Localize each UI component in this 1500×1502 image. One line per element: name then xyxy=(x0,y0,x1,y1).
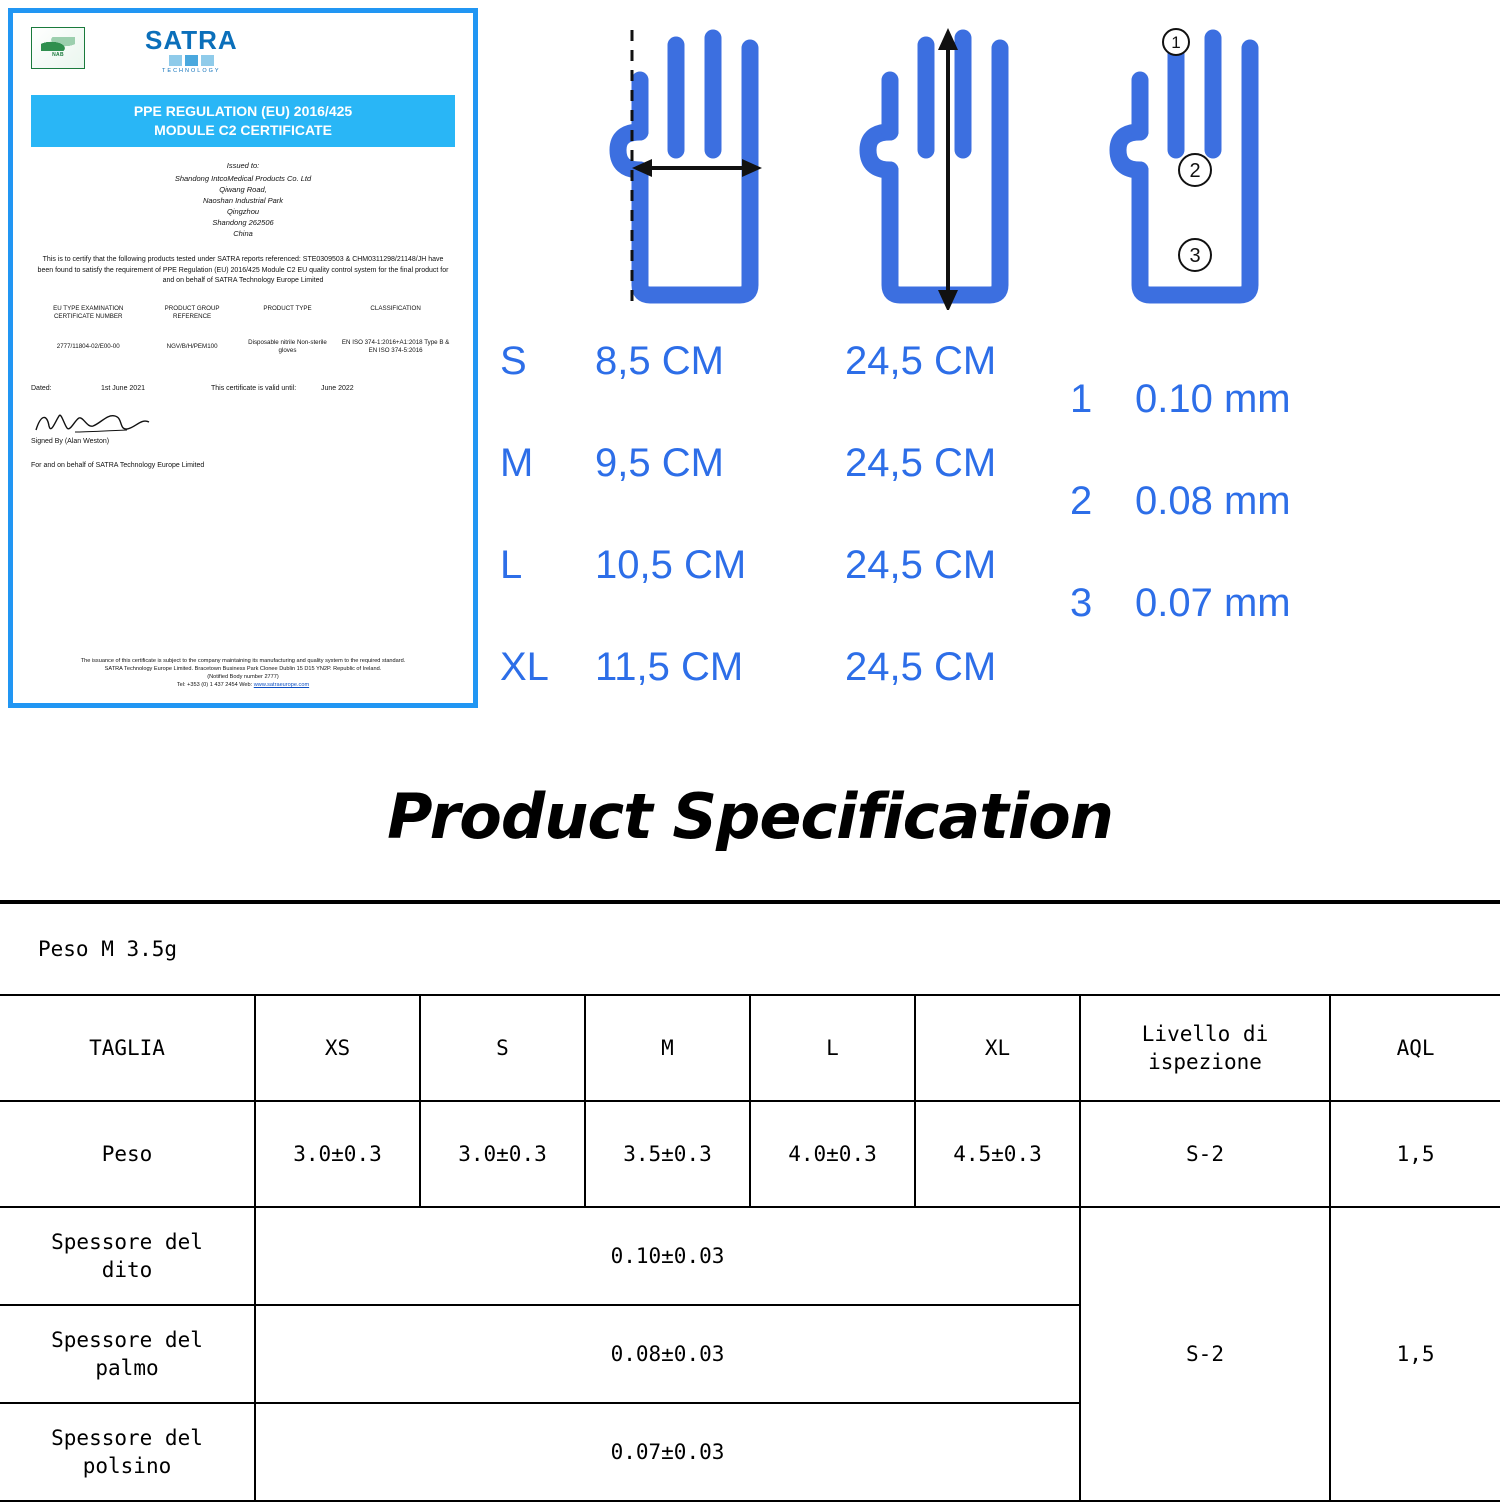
signature-icon xyxy=(31,410,181,436)
satra-logo-text: SATRA xyxy=(145,25,238,55)
size-length: 24,5 CM xyxy=(845,542,997,587)
spec-weight-inspection: S-2 xyxy=(1080,1101,1330,1207)
spec-row-label-peso: Peso xyxy=(0,1101,255,1207)
thickness-table xyxy=(1070,348,1291,654)
certificate-product-table xyxy=(31,302,455,363)
spec-thickness-inspection: S-2 xyxy=(1080,1207,1330,1501)
thickness-row xyxy=(1070,552,1291,654)
thickness-index: 3 xyxy=(1070,580,1093,625)
thickness-row xyxy=(1070,348,1291,450)
size-table xyxy=(500,310,1040,718)
spec-header-aql: AQL xyxy=(1330,995,1500,1101)
spec-weight-l: 4.0±0.3 xyxy=(750,1101,915,1207)
address-line: Qingzhou xyxy=(226,206,260,216)
signed-by-text: Signed By (Alan Weston) xyxy=(31,437,110,445)
size-width: 9,5 CM xyxy=(595,440,724,485)
size-row xyxy=(500,514,1040,616)
certificate-footer xyxy=(31,657,455,689)
spec-header-xs: XS xyxy=(255,995,420,1101)
spec-row-label-palm xyxy=(0,1305,255,1403)
certificate-logos xyxy=(31,27,455,85)
spec-header-l: L xyxy=(750,995,915,1101)
spec-header-xl: XL xyxy=(915,995,1080,1101)
spec-weight-row xyxy=(0,1101,1500,1207)
size-label: XL xyxy=(500,644,549,689)
spec-finger-thickness-value: 0.10±0.03 xyxy=(255,1207,1080,1305)
footer-contact xyxy=(31,681,455,689)
address-line: Shandong IntcoMedical Products Co. Ltd xyxy=(174,174,312,184)
certificate-statement: This is to certify that the following products tested under SATRA reports referenced: STE0309503 & CHM0311298/21148/JH have been found to satisfy the requirement of PPE Regulation (EU) 2016/425 Module C2 EU quality control system for the final product for and on behalf of SATRA Technology Europe Limited xyxy=(37,256,449,284)
cert-td-group-ref: NGV/B/H/PEM100 xyxy=(166,342,218,350)
thickness-index: 1 xyxy=(1070,376,1093,421)
certificate-banner xyxy=(31,95,455,147)
thickness-value: 0.08 mm xyxy=(1135,478,1291,523)
spec-weight-aql: 1,5 xyxy=(1330,1101,1500,1207)
address-line: Qiwang Road, xyxy=(219,185,267,195)
spec-weight-xs: 3.0±0.3 xyxy=(255,1101,420,1207)
satra-logo-icon xyxy=(145,27,238,75)
certificate-banner-line1: PPE REGULATION (EU) 2016/425 xyxy=(133,103,353,119)
nab-logo-text: NAB xyxy=(52,52,64,59)
size-label: S xyxy=(500,338,527,383)
satra-logo-subtitle: TECHNOLOGY xyxy=(162,68,221,74)
footer-tel: Tel: +353 (0) 1 437 2454 Web: xyxy=(176,681,254,688)
cert-th-exam-number: EU TYPE EXAMINATION CERTIFICATE NUMBER xyxy=(53,304,124,320)
spec-weight-s: 3.0±0.3 xyxy=(420,1101,585,1207)
valid-until-label: This certificate is valid until: xyxy=(211,385,297,393)
thickness-value: 0.07 mm xyxy=(1135,580,1291,625)
spec-palm-thickness-value: 0.08±0.03 xyxy=(255,1305,1080,1403)
size-length: 24,5 CM xyxy=(845,440,997,485)
spec-thickness-aql: 1,5 xyxy=(1330,1207,1500,1501)
cert-td-classification: EN ISO 374-1:2016+A1:2018 Type B & EN ISO 374-5:2016 xyxy=(341,338,450,355)
cert-th-classification: CLASSIFICATION xyxy=(370,304,421,312)
certificate-banner-line2: MODULE C2 CERTIFICATE xyxy=(154,121,332,138)
size-label: L xyxy=(500,542,523,587)
issued-to-address xyxy=(31,174,455,239)
spec-header-taglia: TAGLIA xyxy=(0,995,255,1101)
svg-text:2: 2 xyxy=(1189,160,1201,182)
finger-label-line2: dito xyxy=(101,1258,153,1282)
nab-logo-icon xyxy=(31,27,85,69)
footer-line-2: SATRA Technology Europe Limited. Bracetown Business Park Clonee Dublin 15 D15 YN2P. Republic of Ireland. xyxy=(104,665,382,672)
svg-text:1: 1 xyxy=(1171,33,1181,52)
page-title: Product Specification xyxy=(387,780,1113,853)
dated-value: 1st June 2021 xyxy=(101,385,145,393)
cuff-label-line1: Spessore del xyxy=(51,1425,203,1450)
dated-label: Dated: xyxy=(31,385,52,393)
satra-bars-icon xyxy=(145,55,238,66)
thickness-value: 0.10 mm xyxy=(1135,376,1291,421)
svg-text:3: 3 xyxy=(1189,245,1201,267)
satra-website-link[interactable]: www.satraeurope.com xyxy=(253,681,310,688)
size-length: 24,5 CM xyxy=(845,338,997,383)
palm-label-line2: palmo xyxy=(95,1356,159,1380)
certificate-dates xyxy=(31,385,455,394)
ppe-certificate xyxy=(8,8,478,708)
cert-td-exam-number: 2777/11804-02/E00-00 xyxy=(56,342,120,350)
on-behalf-text: For and on behalf of SATRA Technology Europe Limited xyxy=(31,461,205,469)
spec-note-row xyxy=(0,902,1500,995)
specification-table xyxy=(0,900,1500,1502)
spec-row-label-finger xyxy=(0,1207,255,1305)
palm-label-line1: Spessore del xyxy=(51,1327,203,1352)
cuff-label-line2: polsino xyxy=(82,1454,172,1478)
valid-until-value: June 2022 xyxy=(321,385,354,393)
footer-line-1: The issuance of this certificate is subject to the company maintaining its manufacturing and quality system to the required standard. xyxy=(80,657,406,664)
certificate-table-row xyxy=(31,331,455,363)
footer-line-3: (Notified Body number 2777) xyxy=(207,673,279,680)
spec-header-inspection-level xyxy=(1080,995,1330,1101)
size-width: 8,5 CM xyxy=(595,338,724,383)
size-width: 11,5 CM xyxy=(595,644,744,689)
glove-width-diagram xyxy=(580,20,810,310)
size-row xyxy=(500,310,1040,412)
spec-weight-xl: 4.5±0.3 xyxy=(915,1101,1080,1207)
size-row xyxy=(500,616,1040,718)
spec-note: Peso M 3.5g xyxy=(0,902,1500,995)
thickness-row xyxy=(1070,450,1291,552)
spec-header-s: S xyxy=(420,995,585,1101)
glove-length-diagram xyxy=(830,20,1060,310)
size-row xyxy=(500,412,1040,514)
thickness-index: 2 xyxy=(1070,478,1093,523)
size-width: 10,5 CM xyxy=(595,542,747,587)
address-line: Shandong 262506 xyxy=(212,217,274,227)
cert-td-product-type: Disposable nitrile Non-sterile gloves xyxy=(248,338,327,355)
cert-th-group-ref: PRODUCT GROUP REFERENCE xyxy=(164,304,220,320)
glove-thickness-diagram xyxy=(1080,20,1310,310)
certificate-table-header-row xyxy=(31,302,455,331)
spec-weight-m: 3.5±0.3 xyxy=(585,1101,750,1207)
spec-cuff-thickness-value: 0.07±0.03 xyxy=(255,1403,1080,1501)
size-length: 24,5 CM xyxy=(845,644,997,689)
spec-header-row xyxy=(0,995,1500,1101)
cert-th-product-type: PRODUCT TYPE xyxy=(263,304,312,312)
spec-row-label-cuff xyxy=(0,1403,255,1501)
specification-table-wrap xyxy=(0,900,1500,1502)
spec-finger-thickness-row xyxy=(0,1207,1500,1305)
issued-to-label: Issued to: xyxy=(226,160,260,170)
address-line: Naoshan Industrial Park xyxy=(202,195,284,205)
inspection-level-line2: ispezione xyxy=(1148,1050,1262,1074)
inspection-level-line1: Livello di xyxy=(1141,1021,1269,1046)
spec-header-m: M xyxy=(585,995,750,1101)
finger-label-line1: Spessore del xyxy=(51,1229,203,1254)
address-line: China xyxy=(233,228,253,238)
size-label: M xyxy=(500,440,534,485)
